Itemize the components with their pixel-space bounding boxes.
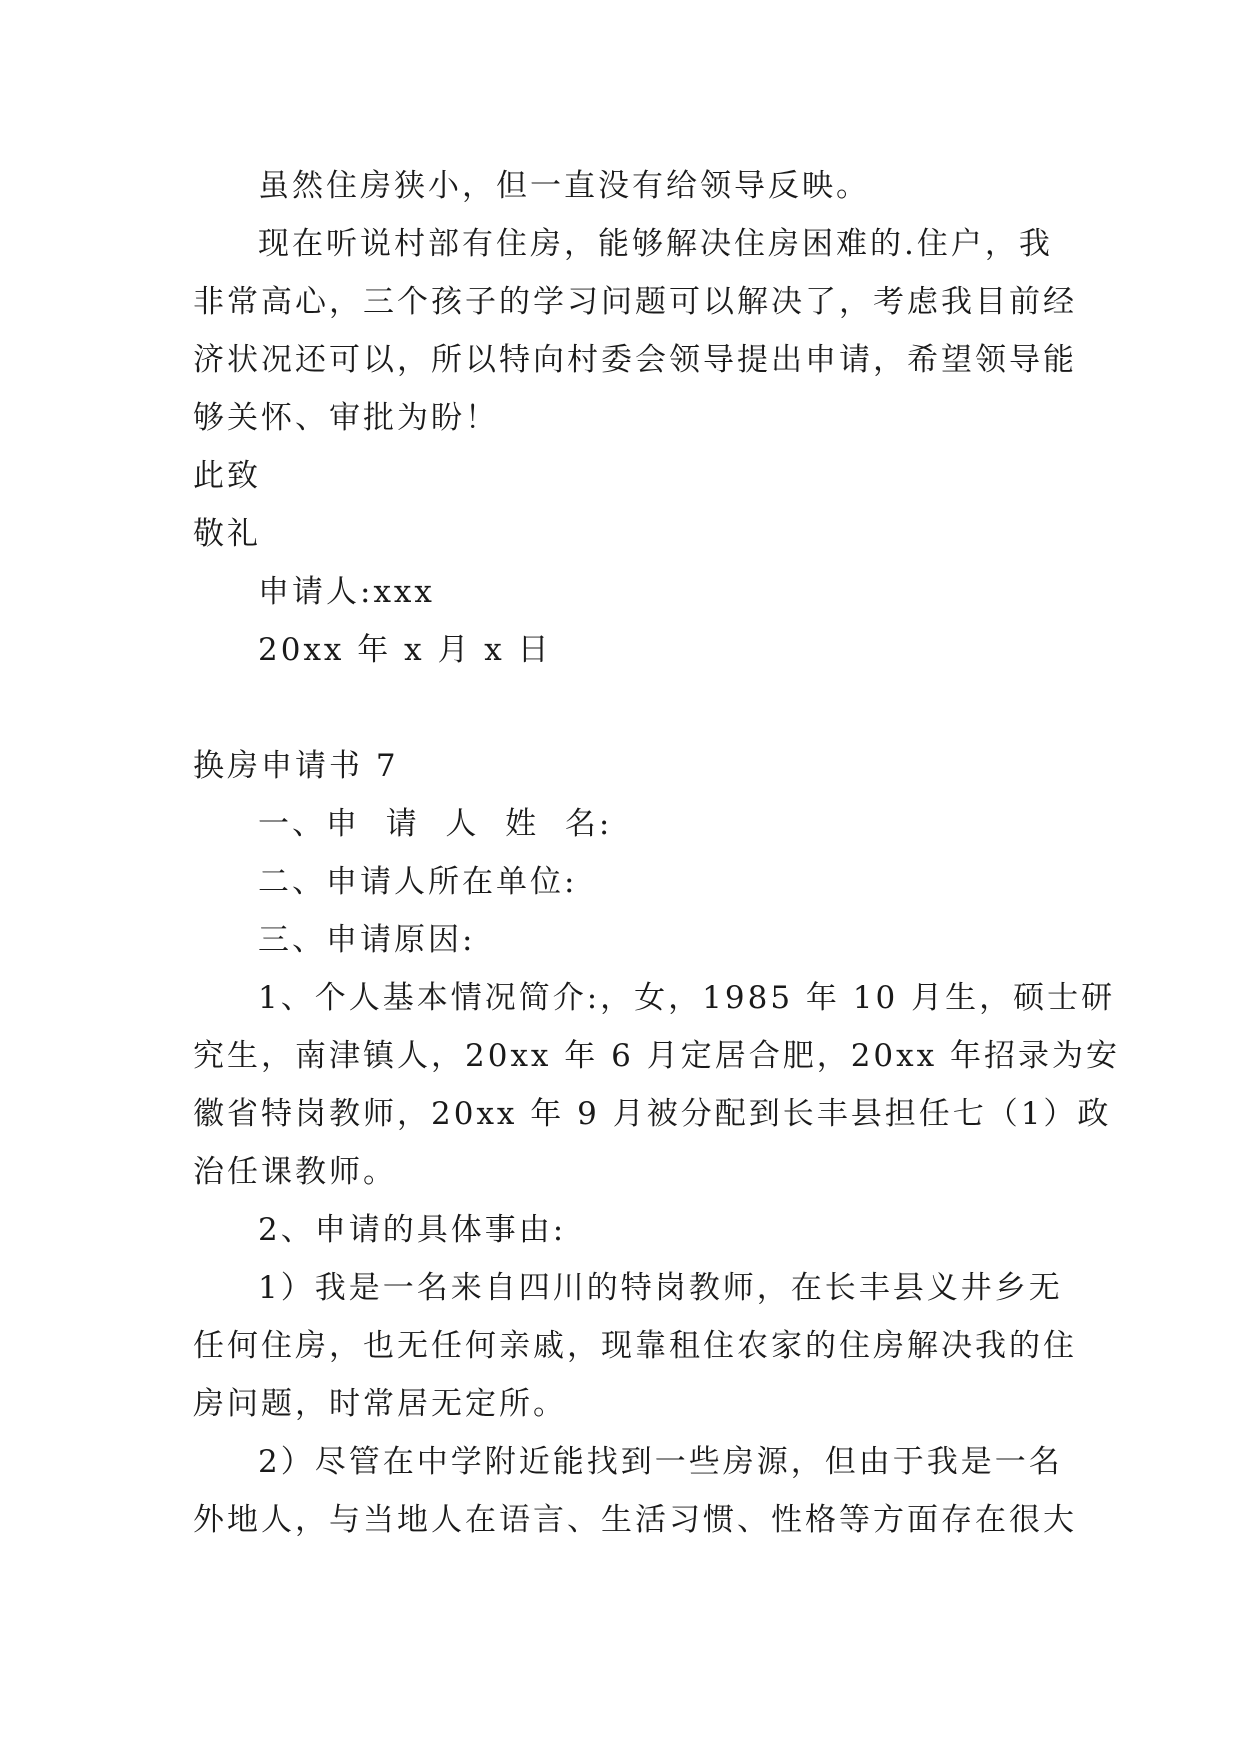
- paragraph-line: 治任课教师。: [193, 1154, 397, 1190]
- paragraph-line: 1、个人基本情况简介:，女，1985 年 10 月生，硕士研: [258, 980, 1116, 1016]
- paragraph-line: 任何住房，也无任何亲戚，现靠租住农家的住房解决我的住: [193, 1328, 1077, 1364]
- paragraph-line: 够关怀、审批为盼！: [193, 400, 499, 436]
- applicant-signature: 申请人:xxx: [258, 574, 435, 610]
- form-line-name: 一、申 请 人 姓 名:: [258, 806, 613, 842]
- paragraph-line: 徽省特岗教师，20xx 年 9 月被分配到长丰县担任七（1）政: [193, 1096, 1112, 1132]
- paragraph-line: 1）我是一名来自四川的特岗教师，在长丰县义井乡无: [258, 1270, 1063, 1306]
- paragraph-line: 究生，南津镇人，20xx 年 6 月定居合肥，20xx 年招录为安: [193, 1038, 1120, 1074]
- section-title: 换房申请书 7: [193, 748, 399, 784]
- paragraph-line: 非常高心，三个孩子的学习问题可以解决了，考虑我目前经: [193, 284, 1077, 320]
- form-line-unit: 二、申请人所在单位:: [258, 864, 578, 900]
- paragraph-line: 外地人，与当地人在语言、生活习惯、性格等方面存在很大: [193, 1502, 1077, 1538]
- closing-line: 敬礼: [193, 516, 261, 552]
- paragraph-line: 2、申请的具体事由:: [258, 1212, 567, 1248]
- paragraph-line: 房问题，时常居无定所。: [193, 1386, 567, 1422]
- form-line-reason: 三、申请原因:: [258, 922, 476, 958]
- paragraph-line: 现在听说村部有住房，能够解决住房困难的.住户，我: [258, 226, 1053, 262]
- paragraph-line: 虽然住房狭小，但一直没有给领导反映。: [258, 168, 870, 204]
- closing-line: 此致: [193, 458, 261, 494]
- paragraph-line: 济状况还可以，所以特向村委会领导提出申请，希望领导能: [193, 342, 1077, 378]
- date-line: 20xx 年 x 月 x 日: [258, 632, 552, 668]
- paragraph-line: 2）尽管在中学附近能找到一些房源，但由于我是一名: [258, 1444, 1063, 1480]
